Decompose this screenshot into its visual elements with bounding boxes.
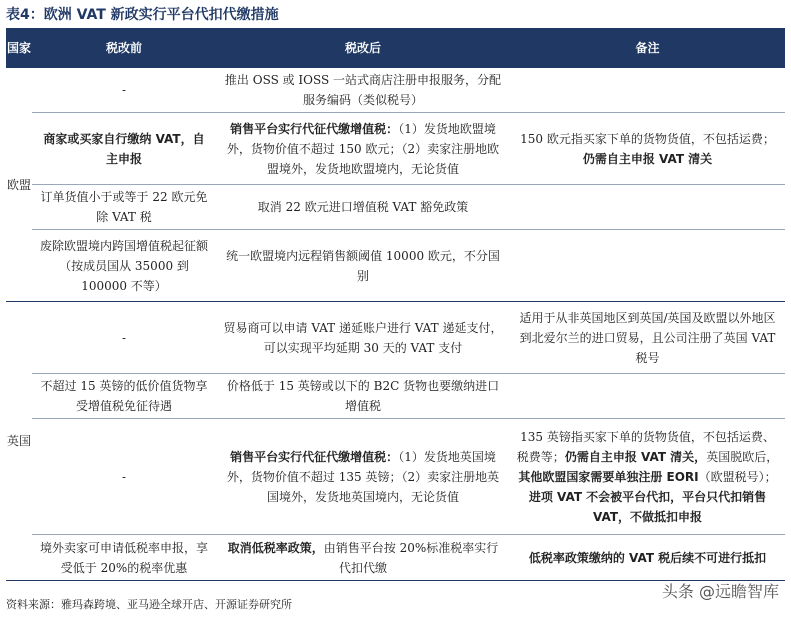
cell-note: 低税率政策缴纳的 VAT 税后续不可进行抵扣: [510, 535, 785, 581]
header-country: 国家: [6, 28, 32, 68]
table-title: 表4：欧洲 VAT 新政实行平台代扣代缴措施: [6, 7, 279, 23]
cell-after: 取消 22 欧元进口增值税 VAT 豁免政策: [216, 185, 510, 230]
cell-before: 境外卖家可申请低税率申报，享受低于 20%的税率优惠: [32, 535, 216, 581]
cell-before: -: [32, 302, 216, 374]
table-row: [6, 374, 785, 419]
table-row: [6, 230, 785, 302]
cell-after: 销售平台实行代征代缴增值税：（1）发货地英国境外，货物价值不超过 135 英镑；（2）卖家注册地英国境外，发货地英国境内，无论货值: [216, 419, 510, 535]
table-row: [6, 302, 785, 374]
table-row: [6, 113, 785, 185]
country-uk: 英国: [6, 302, 32, 581]
cell-before: 订单货值小于或等于 22 欧元免除 VAT 税: [32, 185, 216, 230]
header-after: 税改后: [216, 28, 510, 68]
cell-after: 销售平台实行代征代缴增值税：（1）发货地欧盟境外，货物价值不超过 150 欧元；（2）卖家注册地欧盟境外，发货地欧盟境内，无论货值: [216, 113, 510, 185]
table-row: [6, 185, 785, 230]
cell-before: 不超过 15 英镑的低价值货物享受增值税免征待遇: [32, 374, 216, 419]
country-eu: 欧盟: [6, 68, 32, 302]
source-note: 资料来源：雅玛森跨境、亚马逊全球开店、开源证券研究所: [6, 598, 292, 611]
cell-after: 统一欧盟境内远程销售额阈值 10000 欧元，不分国别: [216, 230, 510, 302]
cell-note: [510, 68, 785, 113]
cell-before: 废除欧盟境内跨国增值税起征额（按成员国从 35000 到 100000 不等）: [32, 230, 216, 302]
table-row: [6, 68, 785, 113]
header-row: [6, 28, 785, 68]
vat-table: [6, 28, 785, 581]
cell-note: 135 英镑指买家下单的货物货值，不包括运费、税费等；仍需自主申报 VAT 清关，英国脱欧后，其他欧盟国家需要单独注册 EORI（欧盟税号）；进项 VAT 不会被平台代扣，平台只代扣销售 VAT，不做抵扣申报: [510, 419, 785, 535]
table-row: [6, 419, 785, 535]
cell-before: -: [32, 419, 216, 535]
cell-note: [510, 230, 785, 302]
cell-note: 150 欧元指买家下单的货物货值，不包括运费；仍需自主申报 VAT 清关: [510, 113, 785, 185]
cell-after: 贸易商可以申请 VAT 递延账户进行 VAT 递延支付，可以实现平均延期 30 天的 VAT 支付: [216, 302, 510, 374]
cell-note: 适用于从非英国地区到英国/英国及欧盟以外地区到北爱尔兰的进口贸易，且公司注册了英国 VAT 税号: [510, 302, 785, 374]
cell-note: [510, 185, 785, 230]
cell-note: [510, 374, 785, 419]
cell-after: 价格低于 15 英镑或以下的 B2C 货物也要缴纳进口增值税: [216, 374, 510, 419]
cell-before: 商家或买家自行缴纳 VAT，自主申报: [32, 113, 216, 185]
cell-before: -: [32, 68, 216, 113]
header-note: 备注: [510, 28, 785, 68]
cell-after: 取消低税率政策，由销售平台按 20%标准税率实行代扣代缴: [216, 535, 510, 581]
cell-after: 推出 OSS 或 IOSS 一站式商店注册申报服务，分配服务编码（类似税号）: [216, 68, 510, 113]
table-row: [6, 535, 785, 581]
watermark: 头条 @远瞻智库: [661, 582, 779, 601]
header-before: 税改前: [32, 28, 216, 68]
